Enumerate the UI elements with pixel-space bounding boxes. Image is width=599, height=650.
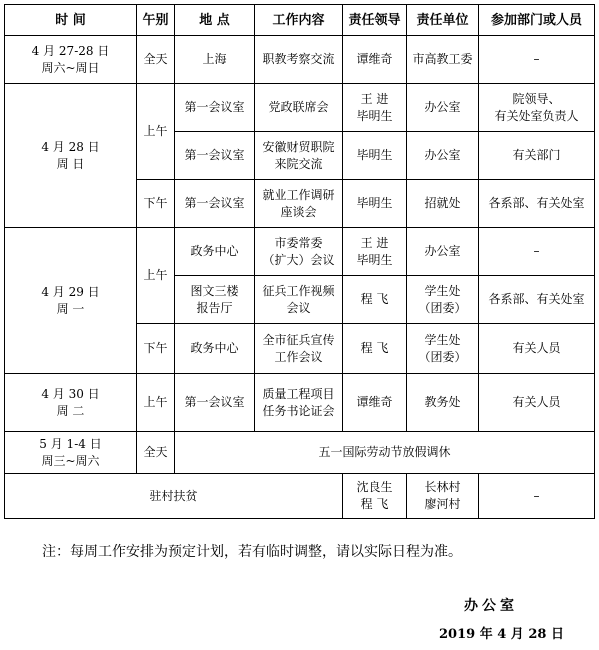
unit-cell: 办公室 — [407, 84, 479, 132]
place-cell: 上海 — [175, 36, 255, 84]
content-cell: 安徽财贸职院 来院交流 — [255, 132, 343, 180]
unit-cell: 办公室 — [407, 228, 479, 276]
leader-cell: 沈良生 程 飞 — [343, 474, 407, 519]
content-cell: 党政联席会 — [255, 84, 343, 132]
time-cell: 4 月 28 日 周 日 — [5, 84, 137, 228]
content-cell: 市委常委 （扩大）会议 — [255, 228, 343, 276]
leader-cell: 谭维奇 — [343, 36, 407, 84]
period-cell: 上午 — [137, 84, 175, 180]
table-row — [5, 374, 595, 432]
content-cell: 全市征兵宣传 工作会议 — [255, 324, 343, 374]
place-cell: 第一会议室 — [175, 180, 255, 228]
leader-cell: 谭维奇 — [343, 374, 407, 432]
period-cell: 上午 — [137, 228, 175, 324]
participants-cell: 有关人员 — [479, 324, 595, 374]
place-cell: 第一会议室 — [175, 374, 255, 432]
place-cell: 图文三楼 报告厅 — [175, 276, 255, 324]
table-row — [5, 36, 595, 84]
header-time: 时 间 — [5, 5, 137, 36]
header-participants: 参加部门或人员 — [479, 5, 595, 36]
issue-date: 2019 年 4 月 28 日 — [439, 627, 564, 642]
table-row — [5, 84, 595, 132]
period-cell: 全天 — [137, 432, 175, 474]
place-cell: 政务中心 — [175, 228, 255, 276]
header-unit: 责任单位 — [407, 5, 479, 36]
period-cell: 下午 — [137, 324, 175, 374]
participants-cell: 各系部、有关处室 — [479, 180, 595, 228]
unit-cell: 招就处 — [407, 180, 479, 228]
participants-cell: – — [479, 36, 595, 84]
leader-cell: 程 飞 — [343, 276, 407, 324]
time-cell: 5 月 1-4 日 周三~周六 — [5, 432, 137, 474]
header-content: 工作内容 — [255, 5, 343, 36]
place-cell: 第一会议室 — [175, 84, 255, 132]
unit-cell: 学生处 （团委） — [407, 324, 479, 374]
unit-cell: 办公室 — [407, 132, 479, 180]
unit-cell: 学生处 （团委） — [407, 276, 479, 324]
header-period: 午别 — [137, 5, 175, 36]
period-cell: 全天 — [137, 36, 175, 84]
content-cell: 就业工作调研 座谈会 — [255, 180, 343, 228]
unit-cell: 长林村 廖河村 — [407, 474, 479, 519]
content-cell: 征兵工作视频 会议 — [255, 276, 343, 324]
participants-cell: 有关部门 — [479, 132, 595, 180]
participants-cell: – — [479, 228, 595, 276]
leader-cell: 毕明生 — [343, 180, 407, 228]
header-row — [5, 5, 595, 36]
office-signature: 办公室 — [464, 598, 518, 614]
header-place: 地 点 — [175, 5, 255, 36]
participants-cell: – — [479, 474, 595, 519]
time-cell: 4 月 27-28 日 周六~周日 — [5, 36, 137, 84]
participants-cell: 院领导、 有关处室负责人 — [479, 84, 595, 132]
time-cell: 4 月 29 日 周 一 — [5, 228, 137, 374]
time-cell: 4 月 30 日 周 二 — [5, 374, 137, 432]
poverty-aid-cell: 驻村扶贫 — [5, 474, 343, 519]
leader-cell: 王 进 毕明生 — [343, 84, 407, 132]
table-row — [5, 432, 595, 474]
content-cell: 质量工程项目 任务书论证会 — [255, 374, 343, 432]
place-cell: 第一会议室 — [175, 132, 255, 180]
footnote: 注：每周工作安排为预定计划，若有临时调整，请以实际日程为准。 — [42, 544, 462, 560]
schedule-table — [4, 4, 595, 519]
period-cell: 上午 — [137, 374, 175, 432]
leader-cell: 毕明生 — [343, 132, 407, 180]
participants-cell: 各系部、有关处室 — [479, 276, 595, 324]
participants-cell: 有关人员 — [479, 374, 595, 432]
period-cell: 下午 — [137, 180, 175, 228]
leader-cell: 王 进 毕明生 — [343, 228, 407, 276]
unit-cell: 市高教工委 — [407, 36, 479, 84]
holiday-cell: 五一国际劳动节放假调休 — [175, 432, 595, 474]
leader-cell: 程 飞 — [343, 324, 407, 374]
place-cell: 政务中心 — [175, 324, 255, 374]
unit-cell: 教务处 — [407, 374, 479, 432]
table-row — [5, 228, 595, 276]
content-cell: 职教考察交流 — [255, 36, 343, 84]
header-leader: 责任领导 — [343, 5, 407, 36]
table-row — [5, 474, 595, 519]
